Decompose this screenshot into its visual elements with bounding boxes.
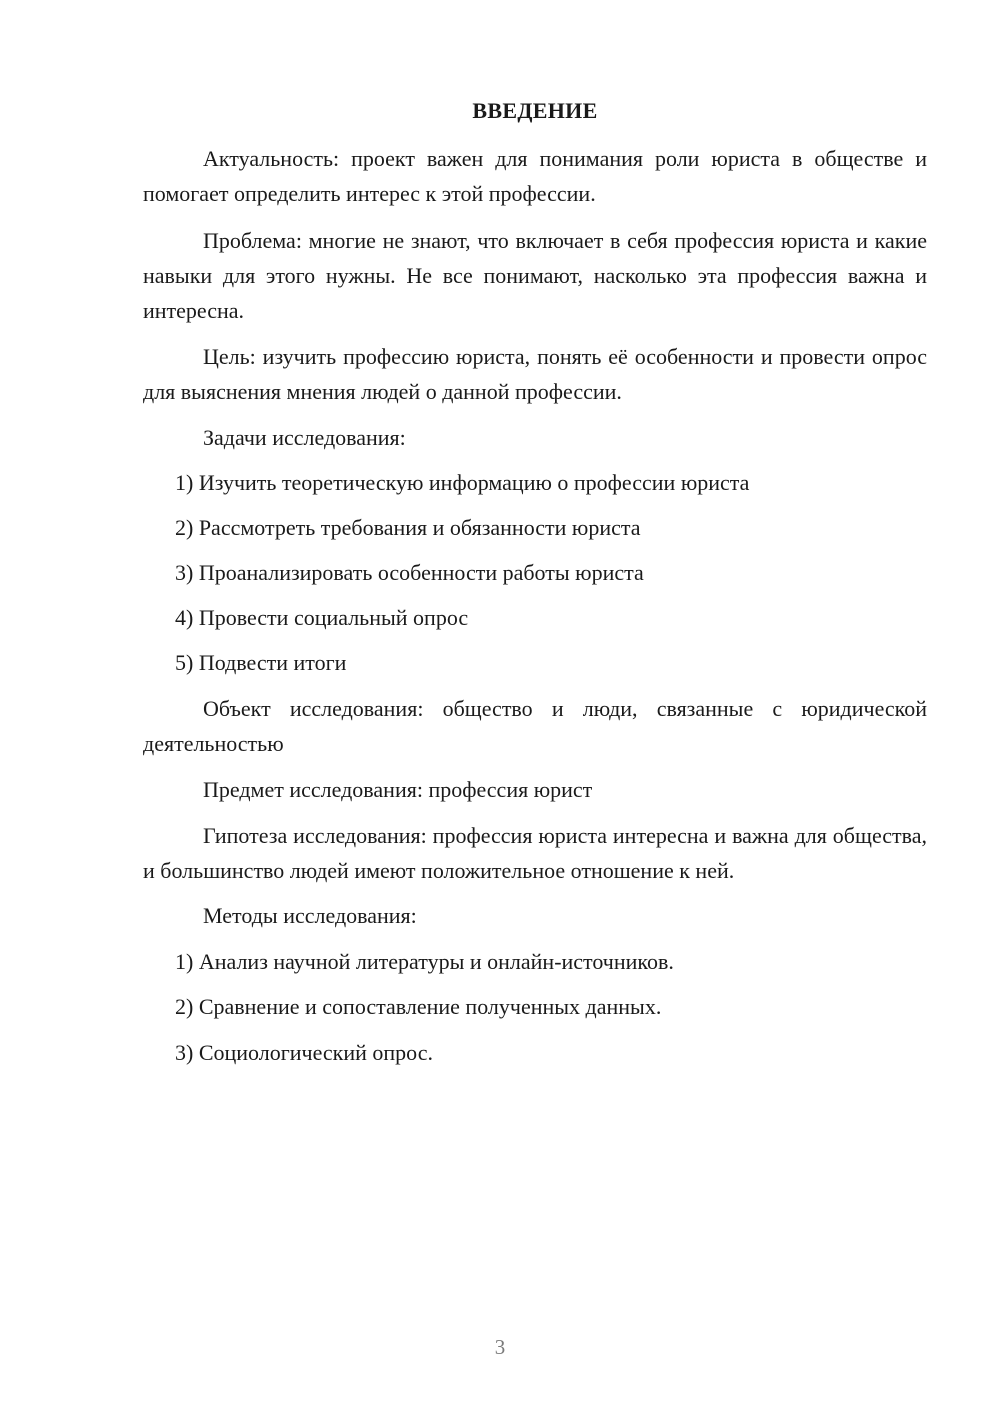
methods-heading: Методы исследования: (203, 903, 417, 928)
page-number: 3 (494, 1335, 506, 1359)
problem-paragraph: Проблема: многие не знают, что включает в себя профессия юриста и какие навыки для этого нужны. Не все понимают, насколько эта профессия важна и интересна. (143, 228, 927, 323)
method-item-3: 3) Социологический опрос. (175, 1040, 433, 1065)
subject-paragraph: Предмет исследования: профессия юрист (203, 777, 593, 802)
tasks-heading: Задачи исследования: (203, 425, 406, 450)
task-item-1: 1) Изучить теоретическую информацию о профессии юриста (175, 470, 750, 495)
object-paragraph: Объект исследования: общество и люди, связанные с юридической деятельностью (143, 696, 927, 756)
task-item-3: 3) Проанализировать особенности работы юриста (175, 560, 644, 585)
task-item-4: 4) Провести социальный опрос (175, 605, 469, 630)
method-item-1: 1) Анализ научной литературы и онлайн-источников. (175, 949, 674, 974)
task-item-2: 2) Рассмотреть требования и обязанности юриста (175, 515, 641, 540)
task-item-5: 5) Подвести итоги (175, 650, 347, 675)
relevance-paragraph: Актуальность: проект важен для понимания роли юриста в обществе и помогает определить интерес к этой профессии. (143, 146, 927, 206)
goal-paragraph: Цель: изучить профессию юриста, понять её особенности и провести опрос для выяснения мнения людей о данной профессии. (143, 344, 927, 404)
method-item-2: 2) Сравнение и сопоставление полученных данных. (175, 994, 662, 1019)
hypothesis-paragraph: Гипотеза исследования: профессия юриста интересна и важна для общества, и большинство людей имеют положительное отношение к ней. (143, 823, 927, 883)
page-title: ВВЕДЕНИЕ (472, 98, 598, 123)
